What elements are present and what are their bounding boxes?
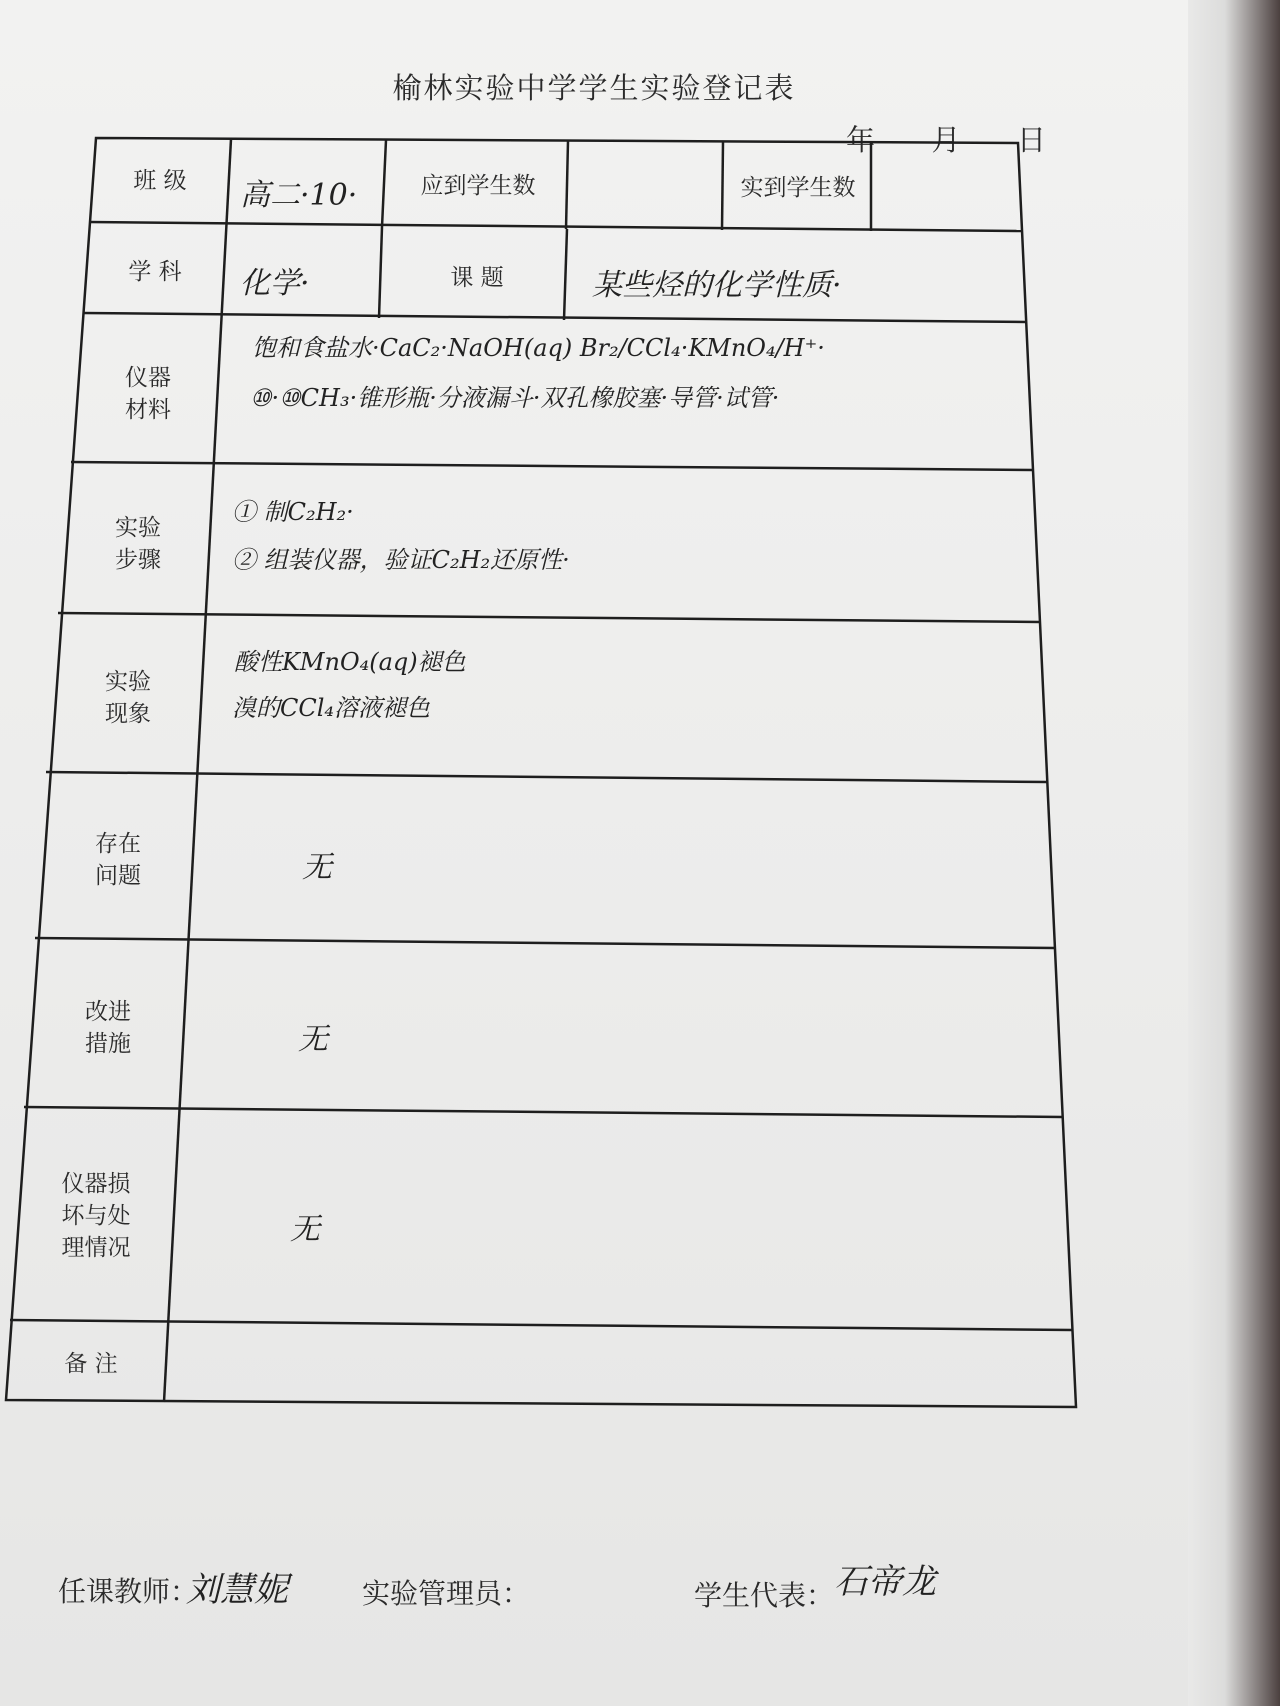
subject-value[interactable]: 化学· [240,266,310,301]
row-line-1 [89,222,1022,231]
row1-divider-2 [566,141,568,229]
topic-label: 课 题 [450,265,504,291]
row-line-3 [71,462,1033,470]
remarks-label: 备 注 [64,1351,118,1377]
teacher-label: 任课教师： [58,1575,199,1608]
equipment-value-line2[interactable]: ⑩·⑩CH₃·锥形瓶·分液漏斗·双孔橡胶塞·导管·试管· [250,384,780,412]
damage-label: 仪器损 坏与处 理情况 [61,1171,131,1261]
student-label: 学生代表： [694,1579,835,1612]
equipment-label: 仪器 材料 [125,365,171,423]
class-label: 班 级 [133,168,187,194]
day-label: 日 [1016,123,1046,157]
equipment-value-line1[interactable]: 饱和食盐水·CaC₂·NaOH(aq) Br₂/CCl₄·KMnO₄/H⁺· [252,334,825,362]
steps-value-line1[interactable]: ① 制C₂H₂· [232,498,354,526]
student-signature: 石帝龙 [834,1562,936,1602]
phenomena-value-line2[interactable]: 溴的CCl₄溶液褪色 [232,694,431,722]
steps-value-line2[interactable]: ② 组装仪器，验证C₂H₂还原性· [232,546,570,574]
form-title: 榆林实验中学学生实验登记表 [392,71,796,105]
label-column-line [164,139,231,1402]
improvements-value[interactable]: 无 [298,1022,328,1057]
year-label: 年 [846,123,876,157]
row2-divider-2 [564,229,567,320]
row2-divider-1 [379,227,382,318]
expected-students-label: 应到学生数 [420,173,536,199]
phenomena-value-line1[interactable]: 酸性KMnO₄(aq)褪色 [234,648,466,676]
month-label: 月 [931,123,961,157]
row1-divider-1 [382,140,386,227]
phenomena-label: 实验 现象 [105,669,151,727]
row-line-2 [83,313,1026,322]
paper-edge-shadow [1188,0,1280,1706]
problems-label: 存在 问题 [95,831,141,889]
actual-students-label: 实到学生数 [740,175,856,201]
subject-label: 学 科 [128,259,182,285]
improvements-label: 改进 措施 [85,999,131,1057]
row1-divider-3 [722,142,723,230]
teacher-signature: 刘慧妮 [186,1570,288,1610]
problems-value[interactable]: 无 [302,850,332,885]
steps-label: 实验 步骤 [115,515,161,573]
class-value[interactable]: 高二·10· [240,178,358,213]
admin-label: 实验管理员： [362,1577,531,1610]
damage-value[interactable]: 无 [290,1212,320,1247]
topic-value[interactable]: 某些烃的化学性质· [592,268,842,303]
